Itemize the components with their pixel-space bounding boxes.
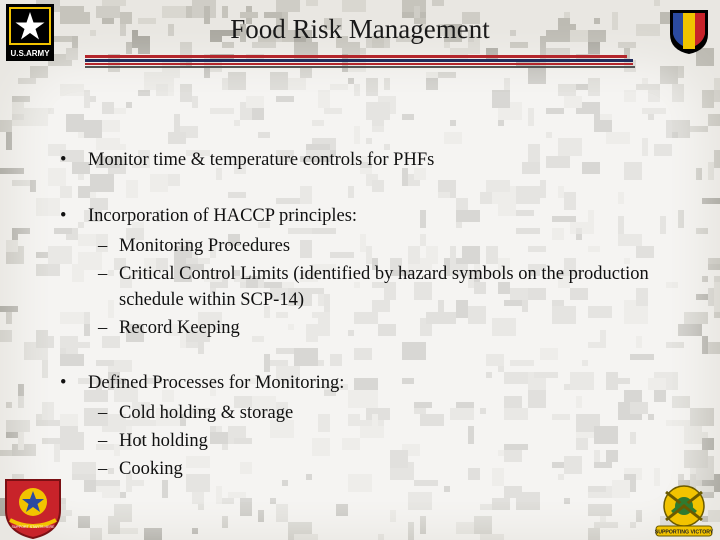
sub-bullet-text: Hot holding [119,431,208,451]
sub-bullet-glyph: – [98,318,108,338]
sub-bullet-item [60,456,660,482]
insignia-left-motto: SUPPORT STARTS HERE [11,525,55,529]
bullet-text: Defined Processes for Monitoring: [88,373,345,393]
sub-bullet-glyph: – [98,403,108,423]
sub-bullet-item [60,400,660,426]
title-rule-red [85,55,627,58]
title-rule-gray [85,66,635,68]
bullet-item [60,146,660,175]
bullet-text: Incorporation of HACCP principles: [88,206,358,226]
title-rule-navy [85,59,633,62]
bullet-glyph: • [60,373,67,393]
bullet-list [60,146,660,482]
sub-bullet-item [60,428,660,454]
sub-bullet-glyph: – [98,431,108,451]
sub-bullet-text: Record Keeping [119,318,240,338]
bullet-text: Monitor time & temperature controls for PHFs [88,150,435,170]
title-rule-red-2 [85,63,633,65]
bullet-item [60,369,660,398]
sub-bullet-text: Cold holding & storage [119,403,294,423]
unit-insignia-left [2,474,64,540]
slide-title: Food Risk Management [230,14,490,44]
sub-bullet-glyph: – [98,459,108,479]
sub-bullet-text: Monitoring Procedures [119,236,291,256]
sub-bullet-glyph: – [98,264,108,284]
sub-bullet-item [60,261,664,313]
sub-bullet-item [60,315,660,341]
bullet-item [60,202,660,231]
sub-bullet-glyph: – [98,236,108,256]
sub-bullet-item [60,233,660,259]
sub-bullet-text: Cooking [119,459,183,479]
bullet-glyph: • [60,206,67,226]
insignia-right-motto: SUPPORTING VICTORY [654,529,714,536]
army-logo-text: U.S.ARMY [10,49,50,58]
sub-bullet-text: Critical Control Limits (identified by hazard symbols on the production schedule within SCP-14) [119,264,649,310]
bullet-glyph: • [60,150,67,170]
quartermaster-insignia-right [652,482,716,538]
